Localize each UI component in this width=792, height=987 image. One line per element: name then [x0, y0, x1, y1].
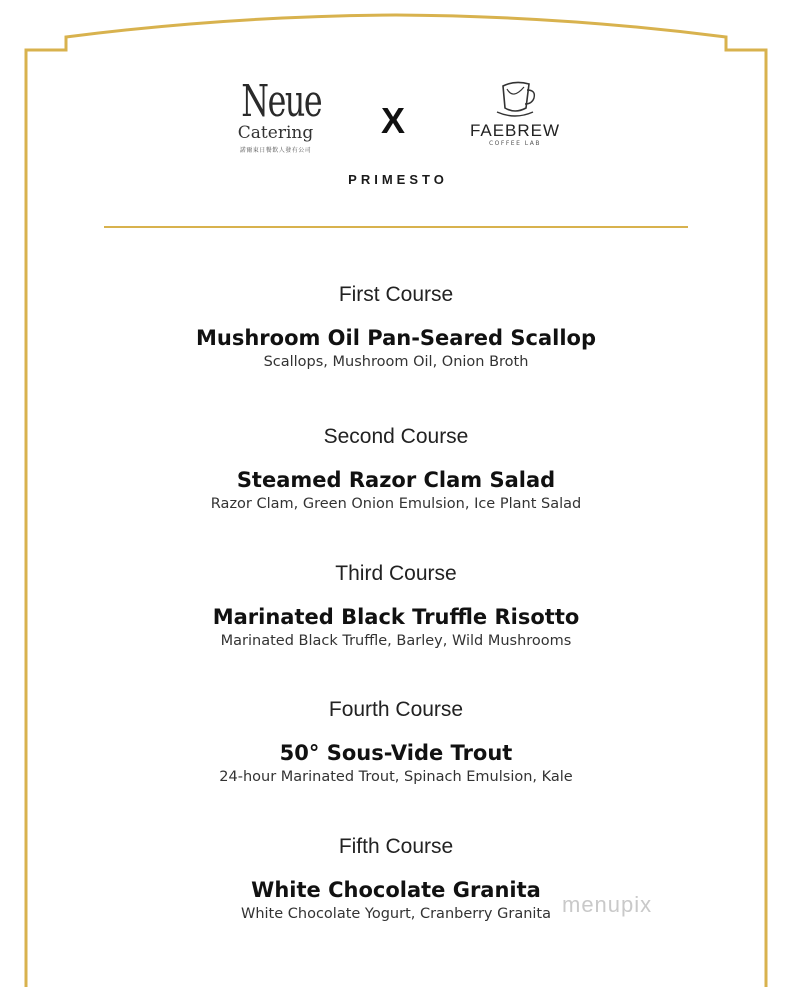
- dish-name: Marinated Black Truffle Risotto: [212, 605, 580, 629]
- dish-name: White Chocolate Granita: [251, 878, 541, 902]
- course-4: [0, 697, 792, 786]
- brand-header: [0, 70, 792, 170]
- course-label: First Course: [338, 283, 454, 306]
- venue-name: PRIMESTO: [348, 172, 448, 187]
- neue-catering-logo: [228, 76, 323, 154]
- faebrew-logo-sub: COFFEE LAB: [488, 140, 541, 147]
- course-label: Second Course: [323, 425, 469, 448]
- course-label: Fourth Course: [328, 698, 464, 721]
- dish-description: White Chocolate Yogurt, Cranberry Granita: [240, 906, 551, 922]
- header-divider: [104, 226, 688, 228]
- course-label: Fifth Course: [338, 835, 454, 858]
- faebrew-logo-word: FAEBREW: [469, 121, 561, 140]
- dish-description: Scallops, Mushroom Oil, Onion Broth: [263, 354, 529, 370]
- dish-name: Steamed Razor Clam Salad: [236, 468, 556, 492]
- course-2: [0, 424, 792, 513]
- course-5: [0, 834, 792, 923]
- collaboration-x: X: [381, 100, 406, 141]
- neue-logo-sub: Catering: [237, 123, 314, 143]
- watermark: menupix: [562, 892, 653, 917]
- dish-description: Marinated Black Truffle, Barley, Wild Mushrooms: [220, 633, 572, 649]
- course-label: Third Course: [335, 562, 457, 585]
- neue-logo-word: Neue: [241, 76, 322, 127]
- dish-description: 24-hour Marinated Trout, Spinach Emulsion, Kale: [219, 769, 573, 785]
- coffee-cup-icon: [489, 78, 541, 122]
- course-3: [0, 561, 792, 650]
- course-1: [0, 282, 792, 371]
- neue-logo-chinese: 諾爾東日餐飲人發有公司: [239, 147, 312, 154]
- dish-name: Mushroom Oil Pan-Seared Scallop: [195, 326, 596, 350]
- dish-description: Razor Clam, Green Onion Emulsion, Ice Plant Salad: [210, 496, 582, 512]
- dish-name: 50° Sous-Vide Trout: [279, 741, 513, 765]
- faebrew-logo: [460, 78, 570, 147]
